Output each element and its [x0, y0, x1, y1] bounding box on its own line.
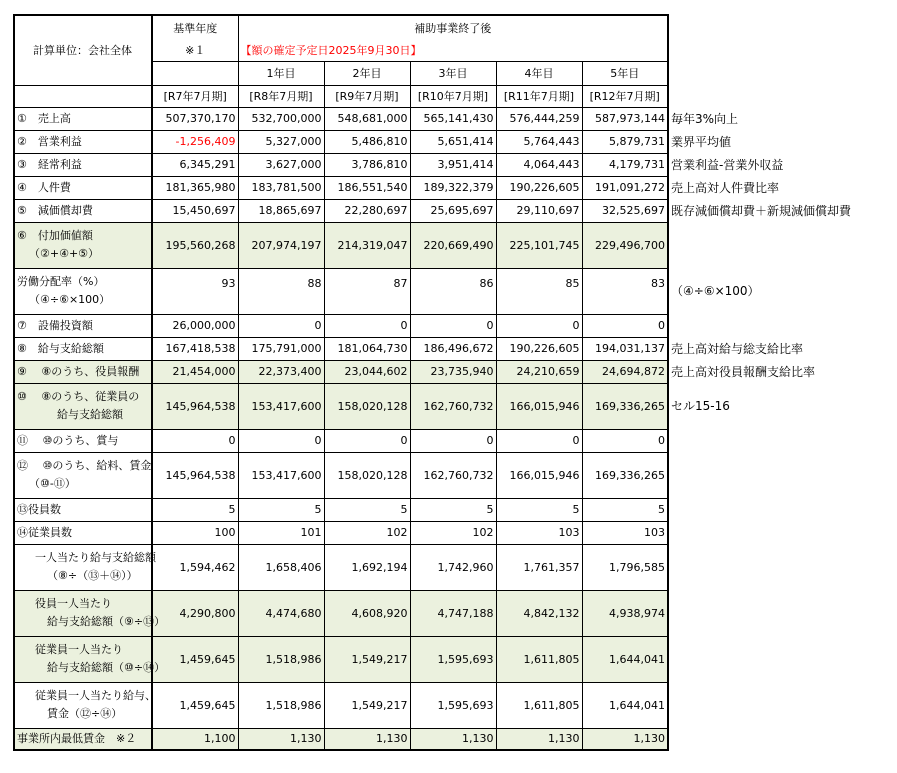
- year-5-header: 5年目: [582, 61, 668, 85]
- table-row: [14, 360, 668, 383]
- value-cell: 1,130: [238, 728, 324, 750]
- value-cell: 0: [582, 429, 668, 452]
- value-cell: 532,700,000: [238, 107, 324, 130]
- row-label-line1: ② 営業利益: [17, 134, 82, 148]
- value-cell: 1,595,693: [410, 636, 496, 682]
- value-cell: 153,417,600: [238, 383, 324, 429]
- value-cell: 220,669,490: [410, 222, 496, 268]
- row-label: [14, 452, 152, 498]
- value-cell: 186,496,672: [410, 337, 496, 360]
- row-label: [14, 429, 152, 452]
- value-cell: 158,020,128: [324, 383, 410, 429]
- table-row: [14, 728, 668, 750]
- value-cell: 186,551,540: [324, 176, 410, 199]
- value-cell: 3,627,000: [238, 153, 324, 176]
- table-row: [14, 176, 668, 199]
- value-cell: 101: [238, 521, 324, 544]
- table-row: [14, 452, 668, 498]
- value-cell: 87: [324, 268, 410, 314]
- year-4-header: 4年目: [496, 61, 582, 85]
- value-cell: 24,694,872: [582, 360, 668, 383]
- value-cell: 195,560,268: [152, 222, 238, 268]
- value-cell: 1,549,217: [324, 636, 410, 682]
- value-cell: 189,322,379: [410, 176, 496, 199]
- value-cell: 5: [238, 498, 324, 521]
- row-label-line1: ① 売上高: [17, 111, 71, 125]
- row-label-line2: （④÷⑥×100）: [29, 293, 111, 306]
- value-cell: 0: [238, 429, 324, 452]
- value-cell: 0: [152, 429, 238, 452]
- value-cell: 23,044,602: [324, 360, 410, 383]
- value-cell: 158,020,128: [324, 452, 410, 498]
- row-label: [14, 153, 152, 176]
- value-cell: 5: [324, 498, 410, 521]
- value-cell: 145,964,538: [152, 452, 238, 498]
- table-row: [14, 107, 668, 130]
- value-cell: 191,091,272: [582, 176, 668, 199]
- post-project-label: 補助事業終了後: [238, 15, 668, 39]
- row-label: [14, 590, 166, 636]
- value-cell: 1,549,217: [324, 682, 410, 728]
- value-cell: 5,879,731: [582, 130, 668, 153]
- row-label-line1: ⑦ 設備投資額: [17, 318, 93, 332]
- period-header: [R8年7月期]: [238, 85, 324, 107]
- row-label-line1: ⑤ 減価償却費: [17, 203, 93, 217]
- value-cell: 5: [152, 498, 238, 521]
- value-cell: 1,796,585: [582, 544, 668, 590]
- value-cell: 86: [410, 268, 496, 314]
- value-cell: 507,370,170: [152, 107, 238, 130]
- value-cell: 190,226,605: [496, 176, 582, 199]
- value-cell: 548,681,000: [324, 107, 410, 130]
- value-cell: 576,444,259: [496, 107, 582, 130]
- value-cell: 181,365,980: [152, 176, 238, 199]
- value-cell: 29,110,697: [496, 199, 582, 222]
- table-row: [14, 383, 668, 429]
- row-label-line1: ⑥ 付加価値額: [17, 229, 93, 242]
- value-cell: 18,865,697: [238, 199, 324, 222]
- value-cell: 22,373,400: [238, 360, 324, 383]
- value-cell: 5: [410, 498, 496, 521]
- value-cell: 4,064,443: [496, 153, 582, 176]
- row-label-line1: 事業所内最低賃金 ※２: [17, 731, 137, 745]
- table-row: [14, 153, 668, 176]
- confirm-date: 【額の確定予定日2025年9月30日】: [238, 39, 668, 61]
- value-cell: 0: [496, 429, 582, 452]
- row-label-line1: ③ 経常利益: [17, 157, 82, 171]
- value-cell: 1,692,194: [324, 544, 410, 590]
- table-row: [14, 429, 668, 452]
- table-row: [14, 590, 668, 636]
- value-cell: 4,938,974: [582, 590, 668, 636]
- row-label: [14, 176, 152, 199]
- row-note: セル15-16: [671, 399, 730, 413]
- value-cell: 167,418,538: [152, 337, 238, 360]
- row-label-line2: 賃金（⑫÷⑭）: [47, 707, 123, 720]
- table-row: [14, 130, 668, 153]
- row-label-line1: ⑨ ⑧のうち、役員報酬: [17, 364, 140, 378]
- value-cell: 1,130: [582, 728, 668, 750]
- value-cell: 166,015,946: [496, 383, 582, 429]
- financial-plan-table: [13, 14, 669, 751]
- value-cell: 1,594,462: [152, 544, 238, 590]
- base-year-note: ※１: [152, 39, 238, 61]
- row-label: [14, 130, 152, 153]
- value-cell: 85: [496, 268, 582, 314]
- year-2-header: 2年目: [324, 61, 410, 85]
- year-3-header: 3年目: [410, 61, 496, 85]
- row-label: [14, 498, 152, 521]
- value-cell: 162,760,732: [410, 452, 496, 498]
- value-cell: 145,964,538: [152, 383, 238, 429]
- value-cell: -1,256,409: [152, 130, 238, 153]
- period-header: [R7年7月期]: [152, 85, 238, 107]
- value-cell: 229,496,700: [582, 222, 668, 268]
- value-cell: 5,651,414: [410, 130, 496, 153]
- value-cell: 4,179,731: [582, 153, 668, 176]
- row-label: [14, 360, 152, 383]
- row-label: [14, 314, 152, 337]
- value-cell: 6,345,291: [152, 153, 238, 176]
- value-cell: 5,327,000: [238, 130, 324, 153]
- value-cell: 1,130: [410, 728, 496, 750]
- value-cell: 1,459,645: [152, 636, 238, 682]
- row-label-line2: （②+④+⑤）: [29, 247, 100, 260]
- row-note: 既存減価償却費＋新規減価償却費: [671, 204, 852, 218]
- value-cell: 1,611,805: [496, 636, 582, 682]
- value-cell: 0: [410, 429, 496, 452]
- row-note: 売上高対給与総支給比率: [671, 342, 804, 356]
- value-cell: 88: [238, 268, 324, 314]
- value-cell: 100: [152, 521, 238, 544]
- row-label-line1: ④ 人件費: [17, 180, 71, 194]
- value-cell: 1,658,406: [238, 544, 324, 590]
- year-1-header: 1年目: [238, 61, 324, 85]
- value-cell: 23,735,940: [410, 360, 496, 383]
- unit-label: 計算単位：会社全体: [14, 15, 152, 85]
- row-note: 営業利益-営業外収益: [671, 158, 784, 172]
- row-note: 売上高対役員報酬支給比率: [671, 365, 816, 379]
- value-cell: 1,644,041: [582, 636, 668, 682]
- value-cell: 1,459,645: [152, 682, 238, 728]
- row-label: [14, 107, 152, 130]
- value-cell: 93: [152, 268, 238, 314]
- row-label: [14, 383, 152, 429]
- base-year-label: 基準年度: [152, 15, 238, 39]
- value-cell: 166,015,946: [496, 452, 582, 498]
- value-cell: 1,595,693: [410, 682, 496, 728]
- row-label-line1: 従業員一人当たり給与、: [35, 689, 156, 702]
- value-cell: 24,210,659: [496, 360, 582, 383]
- value-cell: 0: [324, 429, 410, 452]
- table-row: [14, 314, 668, 337]
- row-label: [14, 682, 156, 728]
- value-cell: 1,761,357: [496, 544, 582, 590]
- value-cell: 169,336,265: [582, 452, 668, 498]
- row-label: [14, 636, 166, 682]
- table-row: [14, 222, 668, 268]
- value-cell: 5: [582, 498, 668, 521]
- value-cell: 0: [410, 314, 496, 337]
- table-row: [14, 521, 668, 544]
- table-row: [14, 199, 668, 222]
- value-cell: 103: [496, 521, 582, 544]
- row-label-line1: ⑩ ⑧のうち、従業員の: [17, 390, 140, 403]
- row-label: [14, 222, 152, 268]
- value-cell: 5: [496, 498, 582, 521]
- row-label-line1: 役員一人当たり: [35, 597, 112, 610]
- table-row: [14, 682, 668, 728]
- row-label-line1: ⑬役員数: [17, 502, 61, 516]
- value-cell: 0: [238, 314, 324, 337]
- row-label-line1: ⑧ 給与支給総額: [17, 341, 104, 355]
- row-label-line2: 給与支給総額（⑩÷⑭）: [47, 661, 166, 674]
- table-row: [14, 636, 668, 682]
- value-cell: 4,290,800: [152, 590, 238, 636]
- row-label-line1: ⑪ ⑩のうち、賞与: [17, 433, 119, 447]
- value-cell: 21,454,000: [152, 360, 238, 383]
- row-label-line2: （⑧÷（⑬＋⑭））: [47, 569, 138, 582]
- value-cell: 5,764,443: [496, 130, 582, 153]
- period-header: [R10年7月期]: [410, 85, 496, 107]
- value-cell: 5,486,810: [324, 130, 410, 153]
- row-label: [14, 337, 152, 360]
- value-cell: 565,141,430: [410, 107, 496, 130]
- row-label-line1: 従業員一人当たり: [35, 643, 123, 656]
- row-note: 売上高対人件費比率: [671, 181, 780, 195]
- value-cell: 4,842,132: [496, 590, 582, 636]
- row-note: （④÷⑥×100）: [671, 284, 760, 298]
- value-cell: 26,000,000: [152, 314, 238, 337]
- value-cell: 587,973,144: [582, 107, 668, 130]
- row-label-line2: 給与支給総額（⑨÷⑬）: [47, 615, 166, 628]
- value-cell: 0: [496, 314, 582, 337]
- row-label-line1: 一人当たり給与支給総額: [35, 551, 156, 564]
- table-row: [14, 268, 668, 314]
- table-row: [14, 337, 668, 360]
- table-row: [14, 544, 668, 590]
- value-cell: 0: [582, 314, 668, 337]
- value-cell: 169,336,265: [582, 383, 668, 429]
- value-cell: 4,608,920: [324, 590, 410, 636]
- value-cell: 103: [582, 521, 668, 544]
- value-cell: 102: [324, 521, 410, 544]
- value-cell: 22,280,697: [324, 199, 410, 222]
- value-cell: 3,951,414: [410, 153, 496, 176]
- value-cell: 194,031,137: [582, 337, 668, 360]
- row-label: [14, 521, 152, 544]
- row-label-line2: （⑩-⑪）: [29, 477, 76, 490]
- value-cell: 0: [324, 314, 410, 337]
- row-label: [14, 544, 156, 590]
- value-cell: 15,450,697: [152, 199, 238, 222]
- value-cell: 1,130: [324, 728, 410, 750]
- value-cell: 3,786,810: [324, 153, 410, 176]
- period-header: [R9年7月期]: [324, 85, 410, 107]
- value-cell: 183,781,500: [238, 176, 324, 199]
- row-label: [14, 728, 152, 750]
- value-cell: 25,695,697: [410, 199, 496, 222]
- value-cell: 1,518,986: [238, 682, 324, 728]
- value-cell: 1,742,960: [410, 544, 496, 590]
- period-header: [R11年7月期]: [496, 85, 582, 107]
- value-cell: 153,417,600: [238, 452, 324, 498]
- row-label-line1: ⑭従業員数: [17, 525, 72, 539]
- value-cell: 4,747,188: [410, 590, 496, 636]
- row-note: 業界平均値: [671, 135, 732, 149]
- value-cell: 207,974,197: [238, 222, 324, 268]
- row-label: [14, 268, 152, 314]
- row-label-line1: 労働分配率（%）: [17, 275, 105, 288]
- value-cell: 225,101,745: [496, 222, 582, 268]
- value-cell: 214,319,047: [324, 222, 410, 268]
- row-label: [14, 199, 152, 222]
- value-cell: 32,525,697: [582, 199, 668, 222]
- table-row: [14, 498, 668, 521]
- value-cell: 181,064,730: [324, 337, 410, 360]
- value-cell: 1,100: [152, 728, 238, 750]
- value-cell: 190,226,605: [496, 337, 582, 360]
- value-cell: 1,611,805: [496, 682, 582, 728]
- row-note: 毎年3%向上: [671, 112, 739, 126]
- row-label-line1: ⑫ ⑩のうち、給料、賃金: [17, 459, 152, 472]
- period-header: [R12年7月期]: [582, 85, 668, 107]
- value-cell: 162,760,732: [410, 383, 496, 429]
- value-cell: 1,518,986: [238, 636, 324, 682]
- row-label-line2: 給与支給総額: [57, 408, 123, 421]
- value-cell: 175,791,000: [238, 337, 324, 360]
- value-cell: 83: [582, 268, 668, 314]
- value-cell: 1,644,041: [582, 682, 668, 728]
- value-cell: 102: [410, 521, 496, 544]
- value-cell: 1,130: [496, 728, 582, 750]
- value-cell: 4,474,680: [238, 590, 324, 636]
